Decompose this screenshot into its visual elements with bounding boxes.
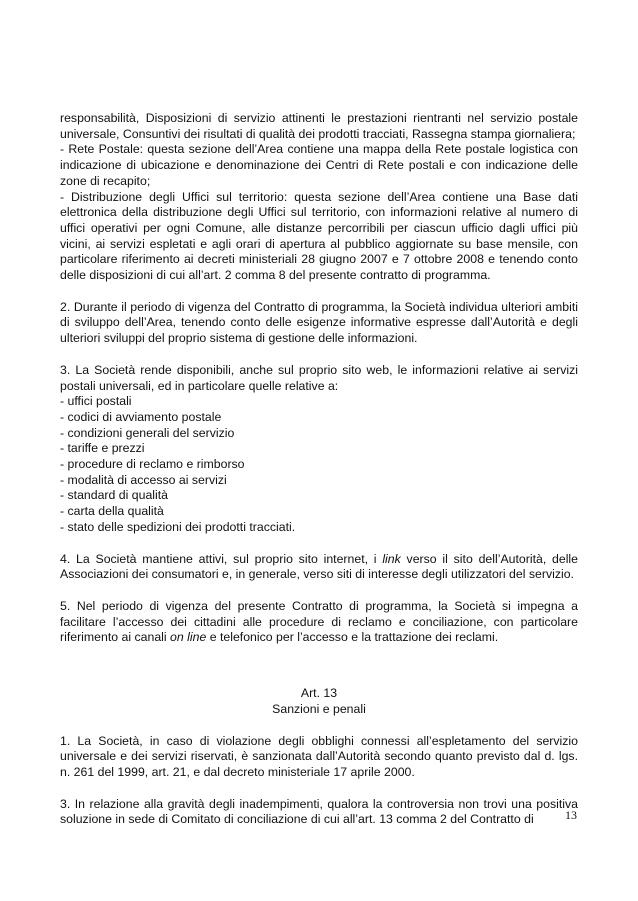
page-number: 13 — [565, 808, 577, 822]
paragraph-distribuzione-uffici: - Distribuzione degli Uffici sul territorio: questa sezione dell’Area contiene una Base dati elettronica della distribuzione degli Uffici sul territorio, con informazioni relative al numero di uffici operativi per ogni Comune, alle distanze percorribili per ciascun ufficio dagli uffici più vicini, ai servizi espletati e agli orari di apertura al pubblico aggiornate su base mensile, con particolare riferimento ai decreti ministeriali 28 giugno 2007 e 7 ottobre 2008 e tenendo conto delle disposizioni di cui all’art. 2 comma 8 del presente contratto di programma. — [60, 189, 578, 283]
spacer — [60, 347, 578, 363]
spacer — [60, 583, 578, 599]
spacer — [60, 718, 578, 734]
article-number: Art. 13 — [300, 686, 338, 701]
list-item: - stato delle spedizioni dei prodotti tracciati. — [60, 519, 296, 534]
paragraph-4-italic: link — [382, 551, 401, 566]
paragraph-4-text-start: 4. La Società mantiene attivi, sul proprio sito internet, i — [60, 551, 383, 566]
paragraph-3-intro: 3. La Società rende disponibili, anche sul proprio sito web, le informazioni relative ai servizi postali universali, ed in particolare quelle relative a: — [60, 362, 578, 393]
list-item: - condizioni generali del servizio — [60, 425, 235, 440]
paragraph-rete-postale: - Rete Postale: questa sezione dell’Area contiene una mappa della Rete postale logistica con indicazione di ubicazione e denominazione dei Centri di Rete postali e con indicazione delle zone di recapito; — [60, 142, 578, 188]
paragraph-5-text-start: 5. Nel periodo di vigenza del presente Contratto di programma, la Società si impegna a facilitare l’accesso dei cittadini alle procedure di reclamo e conciliazione, con particolare riferimento ai canali — [60, 598, 578, 645]
spacer — [60, 781, 578, 797]
spacer — [60, 646, 578, 686]
list-item: - codici di avviamento postale — [60, 409, 222, 424]
list-item: - standard di qualità — [60, 488, 169, 503]
list-item: - carta della qualità — [60, 504, 164, 519]
paragraph-continuation: responsabilità, Disposizioni di servizio attinenti le prestazioni rientranti nel servizio postale universale, Consuntivi dei risultati di qualità dei prodotti tracciati, Rassegna stampa giornaliera; — [60, 111, 578, 141]
spacer — [60, 284, 578, 300]
list-item: - tariffe e prezzi — [60, 441, 145, 456]
list-item: - modalità di accesso ai servizi — [60, 472, 227, 487]
paragraph-2: 2. Durante il periodo di vigenza del Contratto di programma, la Società individua ulteriori ambiti di sviluppo dell’Area, tenendo conto delle esigenze informative espresse dall’Autorità e degli ulteriori sviluppi del proprio sistema di gestione delle informazioni. — [60, 299, 578, 346]
spacer — [60, 536, 578, 552]
paragraph-5 — [60, 599, 578, 646]
paragraph-5-text-end: e telefonico per l’accesso e la trattazione dei reclami. — [206, 630, 499, 645]
document-body — [60, 111, 578, 828]
list-item: - uffici postali — [60, 394, 132, 409]
paragraph-4 — [60, 552, 578, 583]
art13-paragraph-1: 1. La Società, in caso di violazione degli obblighi connessi all’espletamento del servizio universale e dei servizi riservati, è sanzionata dall’Autorità secondo quanto previsto dal d. lgs. n. 261 del 1999, art. 21, e dal decreto ministeriale 17 aprile 2000. — [60, 733, 578, 779]
article-title: Sanzioni e penali — [272, 701, 366, 716]
paragraph-5-italic: on line — [170, 630, 207, 645]
paragraph-4-text-end: verso il sito dell’Autorità, delle Associazioni dei consumatori e, in generale, verso siti di interesse degli utilizzatori del servizio. — [60, 551, 578, 582]
art13-paragraph-3: 3. In relazione alla gravità degli inadempimenti, qualora la controversia non trovi una positiva soluzione in sede di Comitato di conciliazione di cui all’art. 13 comma 2 del Contratto di — [60, 796, 578, 827]
info-list — [60, 394, 578, 535]
list-item: - procedure di reclamo e rimborso — [60, 457, 245, 472]
